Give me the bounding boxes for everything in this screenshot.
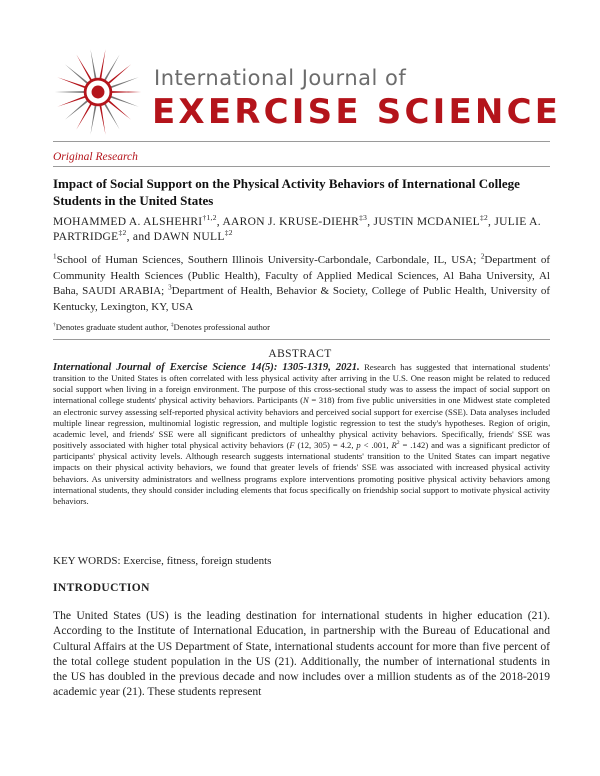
abstract-heading: ABSTRACT [268, 348, 332, 360]
abstract-text: < .001, [360, 440, 392, 451]
emblem-ray [99, 103, 106, 135]
affiliations [53, 253, 550, 315]
author-name: MOHAMMED A. ALSHEHRI [53, 216, 203, 228]
article-section-label: Original Research [53, 151, 138, 163]
stat-symbol: R [391, 440, 397, 451]
author-name: JUSTIN MCDANIEL [373, 216, 480, 228]
author-note [53, 322, 270, 332]
abstract-body [53, 362, 550, 507]
note-text: Denotes graduate student author, [55, 322, 171, 332]
introduction-heading: INTRODUCTION [53, 582, 150, 594]
abstract-text: = 318) from five public universities in one Midwest state completed an electronic survey assessing self-reported physical activity behaviors and perceived social support for exercise (SSE). Data analyses included multiple linear regression, multinomial logistic regression, and multiple logistic regression to test the study's hypotheses. Region of origin, academic level, and friends' SSE were all significant predictors of unhealthy physical activity behaviors. Specifically, friends' SSE was positively associated with higher total physical activity behaviors ( [53, 395, 550, 451]
stat-symbol: F [289, 440, 295, 451]
author-name: AARON J. KRUSE-DIEHR [222, 216, 360, 228]
author-mark: ‡2 [479, 213, 489, 223]
author-name: JULIE A. PARTRIDGE [53, 216, 541, 243]
author-mark: †1,2 [202, 213, 217, 223]
author-separator: , [216, 216, 223, 228]
note-mark: † [53, 322, 56, 329]
author-separator: , [367, 216, 374, 228]
keywords-label: KEY WORDS: [53, 555, 121, 567]
emblem-ray [103, 101, 120, 129]
article-title: Impact of Social Support on the Physical Activity Behaviors of International College Students in the United States [53, 176, 520, 208]
note-text: Denotes professional author [173, 322, 270, 332]
abstract-divider [53, 339, 550, 340]
abstract-text: = .142) and was a significant predictor of participants' physical activity levels. Although research suggests international students' transition to the United States can impart negative impacts on their physical activity behaviors, we found that greater levels of friends' SSE was associated with increased physical activity behaviors. As university administrators and wellness programs explore interventions promoting positive physical activity behaviors among international students, they should consider including elements that focus specifically on friendship social support to motivate physical activity behaviors. [53, 440, 551, 506]
emblem-ray [99, 49, 106, 81]
emblem-ray [109, 91, 141, 93]
emblem-ray [103, 55, 120, 83]
author-separator: , and [126, 231, 154, 243]
masthead-divider [53, 141, 550, 142]
emblem-ray [106, 64, 131, 85]
affiliation-text: Department of Health, Behavior & Society, College of Public Health, University of Kentucky, Lexington, KY, USA [53, 285, 550, 313]
author-mark: ‡2 [118, 228, 127, 238]
abstract-text: Research has suggested that international students' transition to the United States is often correlated with less physical activity after arriving in the U.S. One reason might be related to reduced social support when living in a foreign environment. The purpose of this cross-sectional study was to assess the impact of social support on international college students' physical activity behaviors. Participants ( [53, 362, 551, 406]
introduction-body: The United States (US) is the leading destination for international students in higher education (21). According to the Institute of International Education, in partnership with the Bureau of Educational and Cultural Affairs at the US Department of State, international students account for more than five percent of the total college student population in the US (21). Additionally, the number of international students in the US has doubled in the previous decade and now includes over a million students as of the 2018-2019 academic year (21). These students represent [53, 609, 550, 699]
affiliation-number: 2 [480, 252, 485, 261]
journal-name-main: EXERCISE SCIENCE [152, 92, 562, 132]
note-mark: ‡ [170, 322, 174, 329]
keywords [53, 555, 271, 567]
starburst-emblem-icon [52, 46, 144, 138]
author-separator: , [488, 216, 495, 228]
emblem-core [92, 86, 105, 99]
emblem-ray [76, 55, 93, 83]
abstract-text: (12, 305) = 4.2, [294, 440, 357, 451]
emblem-ray [90, 103, 97, 135]
author-mark: ‡3 [359, 213, 368, 223]
author-name: DAWN NULL [153, 231, 225, 243]
author-mark: ‡2 [224, 228, 233, 238]
journal-citation: International Journal of Exercise Science 14(5): 1305-1319, 2021. [53, 362, 360, 373]
emblem-ray [76, 101, 93, 129]
emblem-ray [106, 98, 131, 119]
stat-symbol: N [303, 395, 309, 406]
journal-name-top: International Journal of [154, 66, 407, 90]
keywords-text: Exercise, fitness, foreign students [120, 555, 272, 567]
affiliation-number: 3 [168, 283, 172, 292]
affiliation-text: School of Human Sciences, Southern Illinois University-Carbondale, Carbondale, IL, USA; [56, 254, 481, 266]
emblem-ray [90, 49, 97, 81]
emblem-ray [55, 91, 87, 93]
affiliation-number: 1 [53, 252, 57, 261]
author-list [53, 215, 553, 245]
section-divider [53, 166, 550, 167]
affiliation-text: Department of Community Health Sciences (Public Health), Faculty of Applied Medical Sciences, Al Baha University, Al Baha, SAUDI ARABIA; [53, 254, 550, 297]
stat-symbol: p [356, 440, 361, 451]
emblem-ray [65, 98, 90, 119]
stat-superscript: 2 [396, 440, 400, 447]
emblem-ray [65, 64, 90, 85]
